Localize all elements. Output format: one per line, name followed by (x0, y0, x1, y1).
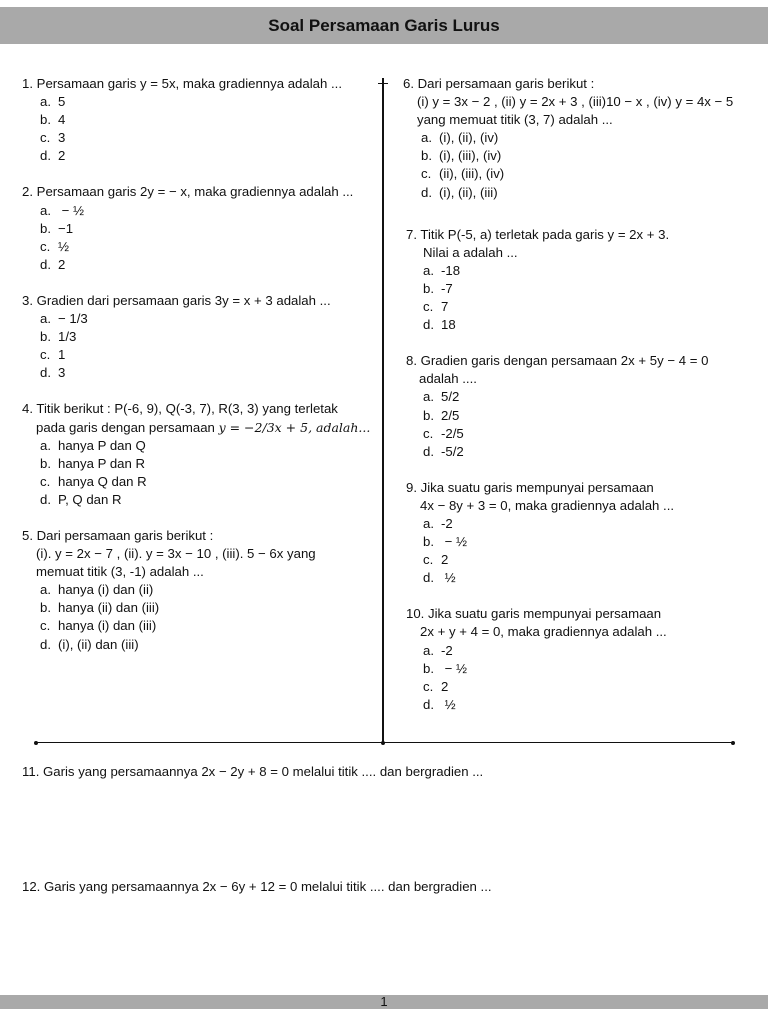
question-text-cont: memuat titik (3, -1) adalah ... (36, 564, 204, 580)
question-3 (22, 292, 377, 382)
option-c: c. 7 (423, 299, 449, 315)
question-text-cont: (i) y = 3x − 2 , (ii) y = 2x + 3 , (iii)10 − x , (iv) y = 4x − 5 (417, 94, 734, 110)
option-a: a. -2 (423, 642, 453, 658)
option-d: d. ½ (423, 696, 456, 712)
header-bar (0, 7, 768, 44)
option-d: d. (i), (ii), (iii) (421, 184, 498, 200)
option-c: c. hanya (i) dan (iii) (40, 618, 157, 634)
option-b: b. -7 (423, 280, 453, 296)
question-text: 8. Gradien garis dengan persamaan 2x + 5y − 4 = 0 (406, 353, 709, 369)
option-b: b. 1/3 (40, 329, 77, 345)
option-c: c. 2 (423, 678, 449, 694)
option-d: d. 18 (423, 317, 456, 333)
question-text: 4. Titik berikut : P(-6, 9), Q(-3, 7), R(3, 3) yang terletak (22, 401, 338, 417)
document-title: Soal Persamaan Garis Lurus (268, 15, 500, 35)
section-divider-dot-left (34, 741, 38, 745)
option-d: d. P, Q dan R (40, 491, 122, 507)
column-divider (382, 78, 384, 744)
option-b: b. hanya P dan R (40, 455, 146, 471)
left-column (22, 75, 377, 654)
option-c: c. ½ (40, 238, 69, 254)
question-text: 10. Jika suatu garis mempunyai persamaan (406, 606, 662, 622)
question-4 (22, 400, 377, 509)
option-c: c. 3 (40, 130, 66, 146)
option-d: d. 3 (40, 365, 66, 381)
option-d: d. 2 (40, 256, 66, 272)
option-b: b. − ½ (423, 660, 468, 676)
question-10 (403, 605, 753, 714)
question-text-cont: 4x − 8y + 3 = 0, maka gradiennya adalah ... (420, 497, 675, 513)
question-8 (403, 352, 753, 461)
question-text: 5. Dari persamaan garis berikut : (22, 527, 214, 543)
option-a: a. hanya (i) dan (ii) (40, 582, 154, 598)
option-a: a. (i), (ii), (iv) (421, 130, 499, 146)
option-d: d. 2 (40, 148, 66, 164)
option-d: d. -5/2 (423, 443, 464, 459)
question-7 (403, 226, 753, 335)
option-a: a. -18 (423, 262, 461, 278)
option-c: c. hanya Q dan R (40, 473, 147, 489)
column-divider-tick (378, 83, 388, 84)
option-a: a. -2 (423, 515, 453, 531)
question-text-cont: yang memuat titik (3, 7) adalah ... (417, 112, 613, 128)
question-text-cont: pada garis dengan persamaan y = −2/3x + 5, adalah... (36, 419, 371, 435)
question-text: 6. Dari persamaan garis berikut : (403, 76, 595, 91)
question-6 (403, 75, 753, 202)
section-divider-dot-right (731, 741, 735, 745)
page-number: 1 (380, 994, 388, 1009)
option-a: a. − ½ (40, 202, 85, 218)
option-c: c. (ii), (iii), (iv) (421, 166, 505, 182)
question-1 (22, 75, 377, 165)
equation: y = −2/3x + 5, adalah... (218, 419, 371, 435)
question-9 (403, 479, 753, 588)
question-text: 1. Persamaan garis y = 5x, maka gradiennya adalah ... (22, 76, 342, 91)
option-a: a. 5 (40, 94, 66, 110)
question-text-cont: 2x + y + 4 = 0, maka gradiennya adalah ... (420, 624, 667, 640)
option-d: d. ½ (423, 570, 456, 586)
question-text-cont: Nilai a adalah ... (423, 244, 518, 260)
option-b: b. −1 (40, 220, 74, 236)
question-text: 2. Persamaan garis 2y = − x, maka gradiennya adalah ... (22, 184, 354, 200)
option-a: a. − 1/3 (40, 311, 88, 327)
section-divider-dot-middle (381, 741, 385, 745)
option-b: b. hanya (ii) dan (iii) (40, 600, 160, 616)
question-5 (22, 527, 377, 654)
question-text: 3. Gradien dari persamaan garis 3y = x + 3 adalah ... (22, 292, 331, 308)
question-text: 7. Titik P(-5, a) terletak pada garis y = 2x + 3. (406, 226, 670, 242)
question-text-cont: (i). y = 2x − 7 , (ii). y = 3x − 10 , (iii). 5 − 6x yang (36, 546, 316, 562)
option-b: b. (i), (iii), (iv) (421, 148, 502, 164)
option-c: c. 2 (423, 552, 449, 568)
option-c: c. 1 (40, 347, 66, 363)
option-b: b. − ½ (423, 534, 468, 550)
option-c: c. -2/5 (423, 425, 464, 441)
question-11: 11. Garis yang persamaannya 2x − 2y + 8 = 0 melalui titik .... dan bergradien ... (22, 764, 484, 779)
option-b: b. 2/5 (423, 407, 460, 423)
option-a: a. hanya P dan Q (40, 437, 146, 453)
question-text: 9. Jika suatu garis mempunyai persamaan (406, 479, 654, 495)
option-d: d. (i), (ii) dan (iii) (40, 636, 139, 652)
right-column (403, 75, 753, 714)
option-a: a. 5/2 (423, 389, 460, 405)
question-text-cont: adalah .... (419, 371, 477, 387)
question-2 (22, 183, 377, 273)
question-12: 12. Garis yang persamaannya 2x − 6y + 12 = 0 melalui titik .... dan bergradien ... (22, 879, 492, 894)
section-divider (36, 742, 734, 743)
option-b: b. 4 (40, 112, 66, 128)
footer-bar (0, 995, 768, 1009)
